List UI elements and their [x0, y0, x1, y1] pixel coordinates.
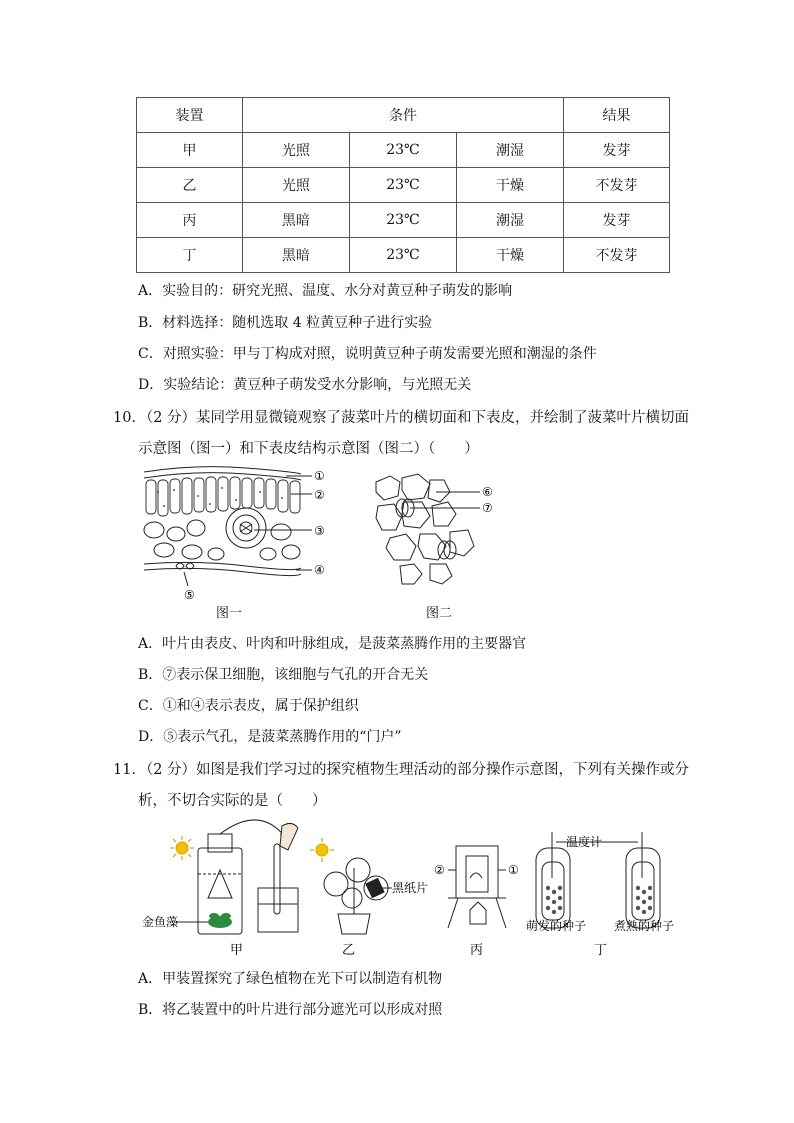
q9-option-a: A．实验目的：研究光照、温度、水分对黄豆种子萌发的影响 — [138, 283, 513, 299]
caption-yi: 乙 — [342, 943, 356, 958]
goldfish-weed-icon — [208, 913, 232, 928]
label-germinating-seeds: 萌发的种子 — [526, 919, 587, 933]
table-cell: 发芽 — [563, 133, 669, 168]
fig1-caption: 图一 — [216, 606, 243, 621]
q10-stem-line1: 10．（2 分）某同学用显微镜观察了菠菜叶片的横切面和下表皮，并绘制了菠菜叶片横切面 — [113, 410, 690, 426]
table-header-row — [137, 98, 670, 133]
q11-stem-line1: 11．（2 分）如图是我们学习过的探究植物生理活动的部分操作示意图，下列有关操作或分 — [113, 762, 690, 778]
label-cooked-seeds: 煮熟的种子 — [614, 919, 675, 933]
q10-option-b: B．⑦表示保卫细胞，该细胞与气孔的开合无关 — [138, 667, 429, 683]
table-cell: 不发芽 — [563, 168, 669, 203]
label-circle-1: ① — [508, 863, 519, 877]
table-cell: 23℃ — [349, 238, 456, 273]
table-row — [137, 238, 670, 273]
label-1: ① — [314, 469, 325, 483]
table-cell: 潮湿 — [457, 133, 564, 168]
table-cell: 干燥 — [457, 238, 564, 273]
q9-option-b: B．材料选择：随机选取 4 粒黄豆种子进行实验 — [138, 315, 433, 331]
label-3: ③ — [314, 524, 325, 538]
label-thermometer: 温度计 — [566, 835, 603, 849]
leaf-cross-section-figure — [136, 462, 336, 602]
table-cell: 干燥 — [457, 168, 564, 203]
table-row — [137, 168, 670, 203]
header-device: 装置 — [137, 98, 243, 133]
q11-option-b: B．将乙装置中的叶片进行部分遮光可以形成对照 — [138, 1002, 443, 1018]
table-cell: 甲 — [137, 133, 243, 168]
table-cell: 黑暗 — [242, 203, 349, 238]
q9-option-c: C．对照实验：甲与丁构成对照，说明黄豆种子萌发需要光照和潮湿的条件 — [138, 346, 597, 362]
q11-stem-line2: 析，不切合实际的是（ ） — [138, 793, 327, 809]
label-4: ④ — [314, 563, 325, 577]
q10-option-d: D．⑤表示气孔，是菠菜蒸腾作用的“门户” — [138, 729, 402, 745]
caption-jia: 甲 — [230, 943, 244, 958]
table-cell: 丙 — [137, 203, 243, 238]
fig2-caption: 图二 — [426, 606, 453, 621]
q10-option-a: A．叶片由表皮、叶肉和叶脉组成，是菠菜蒸腾作用的主要器官 — [138, 636, 527, 652]
header-result: 结果 — [563, 98, 669, 133]
table-cell: 23℃ — [349, 133, 456, 168]
table-cell: 黑暗 — [242, 238, 349, 273]
q11-experiment-figure — [136, 818, 716, 958]
label-5: ⑤ — [184, 588, 195, 602]
table-row — [137, 133, 670, 168]
seeds-icon — [546, 886, 652, 914]
sun-icon — [310, 838, 334, 862]
table-cell: 23℃ — [349, 203, 456, 238]
table-cell: 光照 — [242, 168, 349, 203]
header-conditions: 条件 — [242, 98, 563, 133]
table-row — [137, 203, 670, 238]
label-2: ② — [314, 488, 325, 502]
q10-option-c: C．①和④表示表皮，属于保护组织 — [138, 698, 359, 714]
label-6: ⑥ — [482, 485, 493, 499]
label-7: ⑦ — [482, 501, 493, 515]
experiment-table — [136, 97, 670, 273]
sun-icon — [170, 836, 194, 860]
q10-stem-line2: 示意图（图一）和下表皮结构示意图（图二）（ ） — [138, 441, 479, 457]
table-cell: 乙 — [137, 168, 243, 203]
table-cell: 发芽 — [563, 203, 669, 238]
table-cell: 潮湿 — [457, 203, 564, 238]
label-circle-2: ② — [434, 863, 445, 877]
label-black-paper: 黑纸片 — [392, 881, 429, 895]
caption-ding: 丁 — [594, 943, 608, 958]
label-goldfish-weed: 金鱼藻 — [142, 915, 179, 929]
table-cell: 23℃ — [349, 168, 456, 203]
table-cell: 丁 — [137, 238, 243, 273]
table-cell: 光照 — [242, 133, 349, 168]
lower-epidermis-figure — [370, 470, 510, 590]
q9-option-d: D．实验结论：黄豆种子萌发受水分影响，与光照无关 — [138, 377, 472, 393]
q11-option-a: A．甲装置探究了绿色植物在光下可以制造有机物 — [138, 971, 443, 987]
caption-bing: 丙 — [470, 943, 484, 958]
table-cell: 不发芽 — [563, 238, 669, 273]
